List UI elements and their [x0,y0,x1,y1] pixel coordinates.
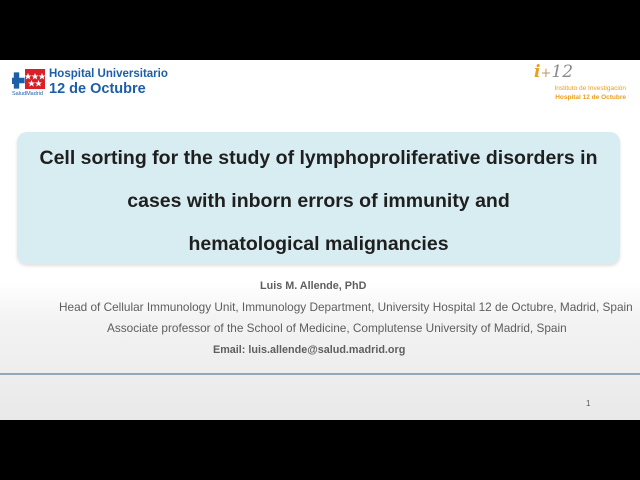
author-name: Luis M. Allende, PhD [260,280,367,292]
salud-madrid-label: SaludMadrid [12,91,43,97]
institute-name: Instituto de Investigación [554,85,626,92]
slide-title-line-2: cases with inborn errors of immunity and [127,190,510,212]
presentation-slide [0,60,640,420]
slide-title-line-3: hematological malignancies [188,233,449,255]
footer-divider [0,373,640,375]
hospital-subtitle: 12 de Octubre [49,81,146,97]
institute-hospital: Hospital 12 de Octubre [555,94,626,101]
i-plus-12-icon: i+12 [534,62,574,82]
hospital-name: Hospital Universitario [49,68,168,80]
author-email: Email: luis.allende@salud.madrid.org [213,344,406,356]
slide-title-line-1: Cell sorting for the study of lymphoproliferative disorders in [39,147,598,169]
research-institute-logo [506,63,626,103]
author-position: Head of Cellular Immunology Unit, Immunology Department, University Hospital 12 de Octubre, Madrid, Spain [59,300,633,314]
page-number: 1 [586,399,591,408]
author-affiliation: Associate professor of the School of Medicine, Complutense University of Madrid, Spain [107,321,567,335]
slide-title-box [17,132,620,264]
